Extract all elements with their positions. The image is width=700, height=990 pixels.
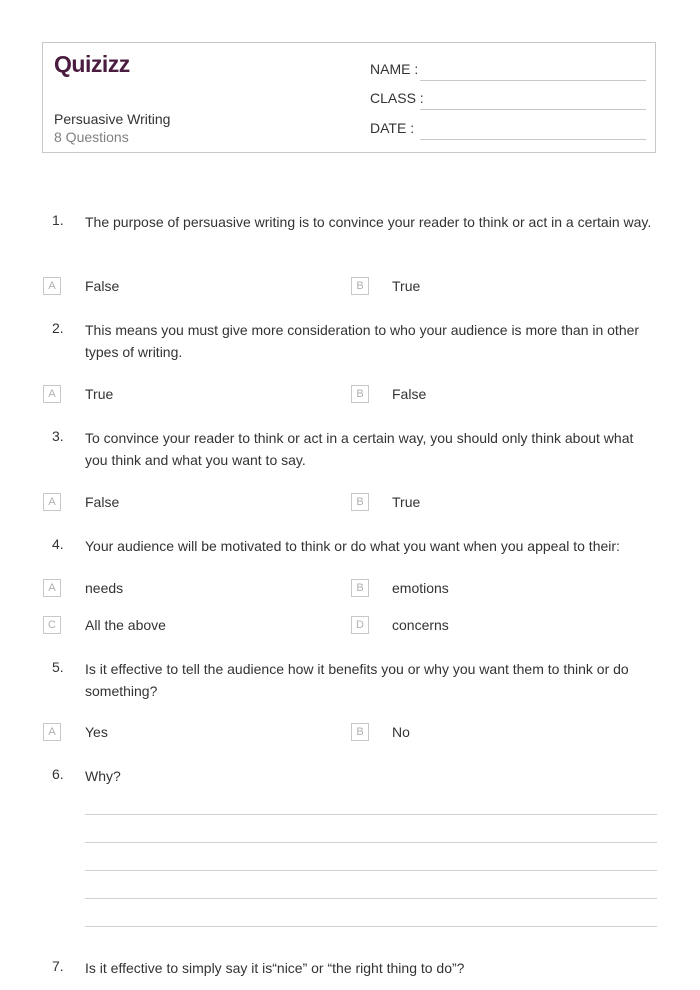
option-text: True: [85, 386, 114, 402]
option-letter-box: D: [351, 616, 369, 634]
name-field[interactable]: [370, 57, 646, 81]
question-text: Is it effective to simply say it is“nice” or “the right thing to do”?: [85, 960, 465, 976]
date-line[interactable]: [420, 139, 646, 140]
answer-writing-line[interactable]: [85, 842, 657, 843]
option-letter-box: A: [43, 579, 61, 597]
class-line[interactable]: [420, 109, 646, 110]
option-text: True: [392, 278, 421, 294]
question-number: 5.: [52, 659, 64, 675]
answer-writing-line[interactable]: [85, 870, 657, 871]
option-text: False: [85, 278, 120, 294]
answer-writing-line[interactable]: [85, 814, 657, 815]
date-label: DATE :: [370, 120, 415, 136]
option-letter-box: B: [351, 493, 369, 511]
question-number: 6.: [52, 766, 64, 782]
option-letter-box: C: [43, 616, 61, 634]
option-letter-box: B: [351, 579, 369, 597]
option-text: needs: [85, 580, 124, 596]
option-letter-box: A: [43, 385, 61, 403]
option-text: concerns: [392, 617, 449, 633]
question-number: 4.: [52, 536, 64, 552]
name-label: NAME :: [370, 61, 419, 77]
answer-writing-line[interactable]: [85, 898, 657, 899]
option-text: True: [392, 494, 421, 510]
class-label: CLASS :: [370, 90, 424, 106]
question-number: 7.: [52, 958, 64, 974]
class-field[interactable]: [370, 86, 646, 110]
name-line[interactable]: [420, 80, 646, 81]
question-number: 2.: [52, 320, 64, 336]
question-number: 1.: [52, 212, 64, 228]
question-text: To convince your reader to think or act in a certain way, you should only think about what you think and what you want to say.: [85, 430, 634, 468]
option-letter-box: B: [351, 723, 369, 741]
option-text: No: [392, 724, 410, 740]
answer-writing-line[interactable]: [85, 926, 657, 927]
question-text: This means you must give more consideration to who your audience is more than in other types of writing.: [85, 322, 640, 360]
option-letter-box: A: [43, 493, 61, 511]
worksheet-title: Persuasive Writing: [54, 111, 171, 127]
question-count: 8 Questions: [54, 129, 129, 145]
question-text: Is it effective to tell the audience how it benefits you or why you want them to think or do something?: [85, 661, 629, 699]
option-letter-box: B: [351, 277, 369, 295]
quizizz-logo: Quizizz: [54, 51, 130, 77]
option-letter-box: A: [43, 723, 61, 741]
option-text: emotions: [392, 580, 449, 596]
question-text: Why?: [85, 768, 121, 784]
option-text: False: [392, 386, 427, 402]
option-letter-box: A: [43, 277, 61, 295]
option-text: Yes: [85, 724, 108, 740]
date-field[interactable]: [370, 116, 646, 140]
option-letter-box: B: [351, 385, 369, 403]
question-text: Your audience will be motivated to think or do what you want when you appeal to their:: [85, 538, 620, 554]
option-text: All the above: [85, 617, 166, 633]
question-number: 3.: [52, 428, 64, 444]
worksheet-header: [42, 42, 656, 153]
option-text: False: [85, 494, 120, 510]
question-text: The purpose of persuasive writing is to convince your reader to think or act in a certain way.: [85, 214, 652, 230]
